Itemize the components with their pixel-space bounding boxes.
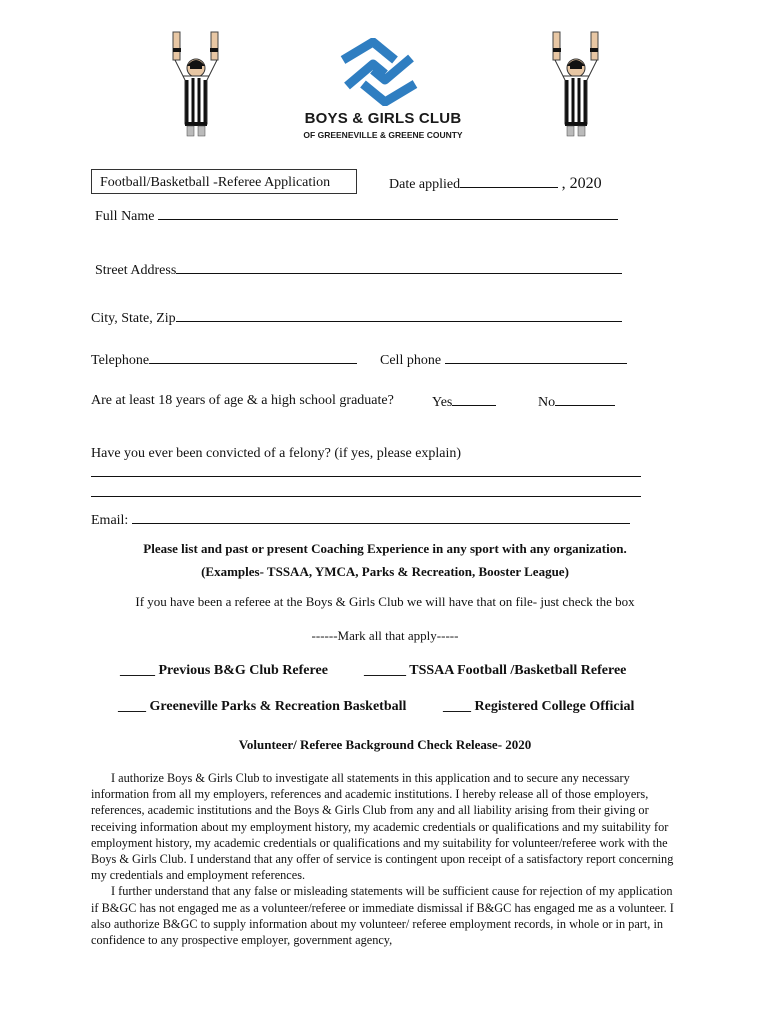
- club-logo-mark: [333, 38, 425, 106]
- telephone-label: Telephone: [91, 353, 150, 368]
- date-applied-row: [389, 175, 602, 193]
- felony-line-1[interactable]: [91, 476, 641, 477]
- street-label: Street Address: [95, 263, 177, 278]
- option-label: TSSAA Football /Basketball Referee: [409, 663, 627, 678]
- age-no-label: No: [538, 395, 556, 410]
- age-no: [538, 393, 615, 411]
- full-name-field[interactable]: [158, 207, 618, 220]
- logo-title: BOYS & GIRLS CLUB: [304, 110, 462, 127]
- age-yes-label: Yes: [432, 395, 453, 410]
- club-logo: [288, 38, 478, 148]
- felony-line-2[interactable]: [91, 496, 641, 497]
- city-label: City, State, Zip: [91, 311, 176, 326]
- referee-note: If you have been a referee at the Boys & Girls Club we will have that on file- just check the box: [135, 594, 635, 609]
- date-applied-field[interactable]: [460, 175, 558, 188]
- age-no-field[interactable]: [555, 393, 615, 406]
- form-title-box: [91, 169, 357, 194]
- mark-all-label: ------Mark all that apply-----: [311, 628, 459, 643]
- option-blank: ______: [364, 663, 406, 678]
- experience-heading: Please list and past or present Coaching Experience in any sport with any organization.: [143, 541, 627, 556]
- phone-row: [91, 351, 357, 369]
- age-question: Are at least 18 years of age & a high school graduate?: [91, 393, 394, 408]
- release-heading: Volunteer/ Referee Background Check Release- 2020: [238, 737, 532, 752]
- full-name-row: [95, 207, 618, 225]
- option-label: Previous B&G Club Referee: [158, 663, 328, 678]
- email-label: Email:: [91, 513, 129, 528]
- logo-subtitle: OF GREENEVILLE & GREENE COUNTY: [303, 130, 463, 140]
- option-college[interactable]: [443, 699, 634, 715]
- cell-label: Cell phone: [380, 353, 442, 368]
- option-label: Greeneville Parks & Recreation Basketball: [149, 699, 407, 714]
- option-parks-rec[interactable]: [118, 699, 406, 715]
- email-row: [91, 511, 630, 529]
- release-paragraph-2: I further understand that any false or misleading statements will be sufficient cause for rejection of my application if B&GC has not engaged me as a volunteer/referee or immediate dismissal if B&GC has engaged me as a volunteer. I also authorize B&GC to supply information about my volunteer/ referee employment records, in whole or in part, in confidence to any prospective employer, government agency,: [91, 884, 674, 948]
- cell-row: [380, 351, 627, 369]
- date-year: , 2020: [561, 175, 602, 192]
- option-blank: ____: [118, 699, 146, 714]
- right-referee-image: [545, 30, 605, 138]
- age-yes: [432, 393, 496, 411]
- city-field[interactable]: [176, 309, 622, 322]
- form-title: Football/Basketball -Referee Application: [100, 175, 331, 190]
- cell-field[interactable]: [445, 351, 627, 364]
- age-yes-field[interactable]: [452, 393, 496, 406]
- felony-question: Have you ever been convicted of a felony? (if yes, please explain): [91, 446, 462, 461]
- release-paragraph-1: I authorize Boys & Girls Club to investigate all statements in this application and to secure any necessary information from all my employers, references and academic institutions. I hereby release all of those employers, references, academic institutions and the Boys & Girls Club from any and all liability arising from their giving or receiving information about my employment history, my academic credentials or qualifications and my suitability for employment history, my academic credentials or qualifications and my suitability for volunteer/referee work with the Boys & Girls Club. I understand that any offer of service is contingent upon receipt of a satisfactory report concerning my credentials and employment references.: [91, 771, 674, 883]
- city-row: [91, 309, 622, 327]
- left-referee-image: [165, 30, 225, 138]
- release-body: [91, 770, 683, 948]
- street-field[interactable]: [176, 261, 622, 274]
- option-previous-bg[interactable]: [120, 663, 328, 679]
- full-name-label: Full Name: [95, 209, 155, 224]
- telephone-field[interactable]: [149, 351, 357, 364]
- experience-examples: (Examples- TSSAA, YMCA, Parks & Recreation, Booster League): [201, 564, 569, 579]
- option-tssaa[interactable]: [364, 663, 626, 679]
- street-row: [95, 261, 622, 279]
- email-field[interactable]: [132, 511, 630, 524]
- option-blank: _____: [120, 663, 155, 678]
- option-label: Registered College Official: [474, 699, 635, 714]
- option-blank: ____: [443, 699, 471, 714]
- date-applied-label: Date applied: [389, 177, 461, 192]
